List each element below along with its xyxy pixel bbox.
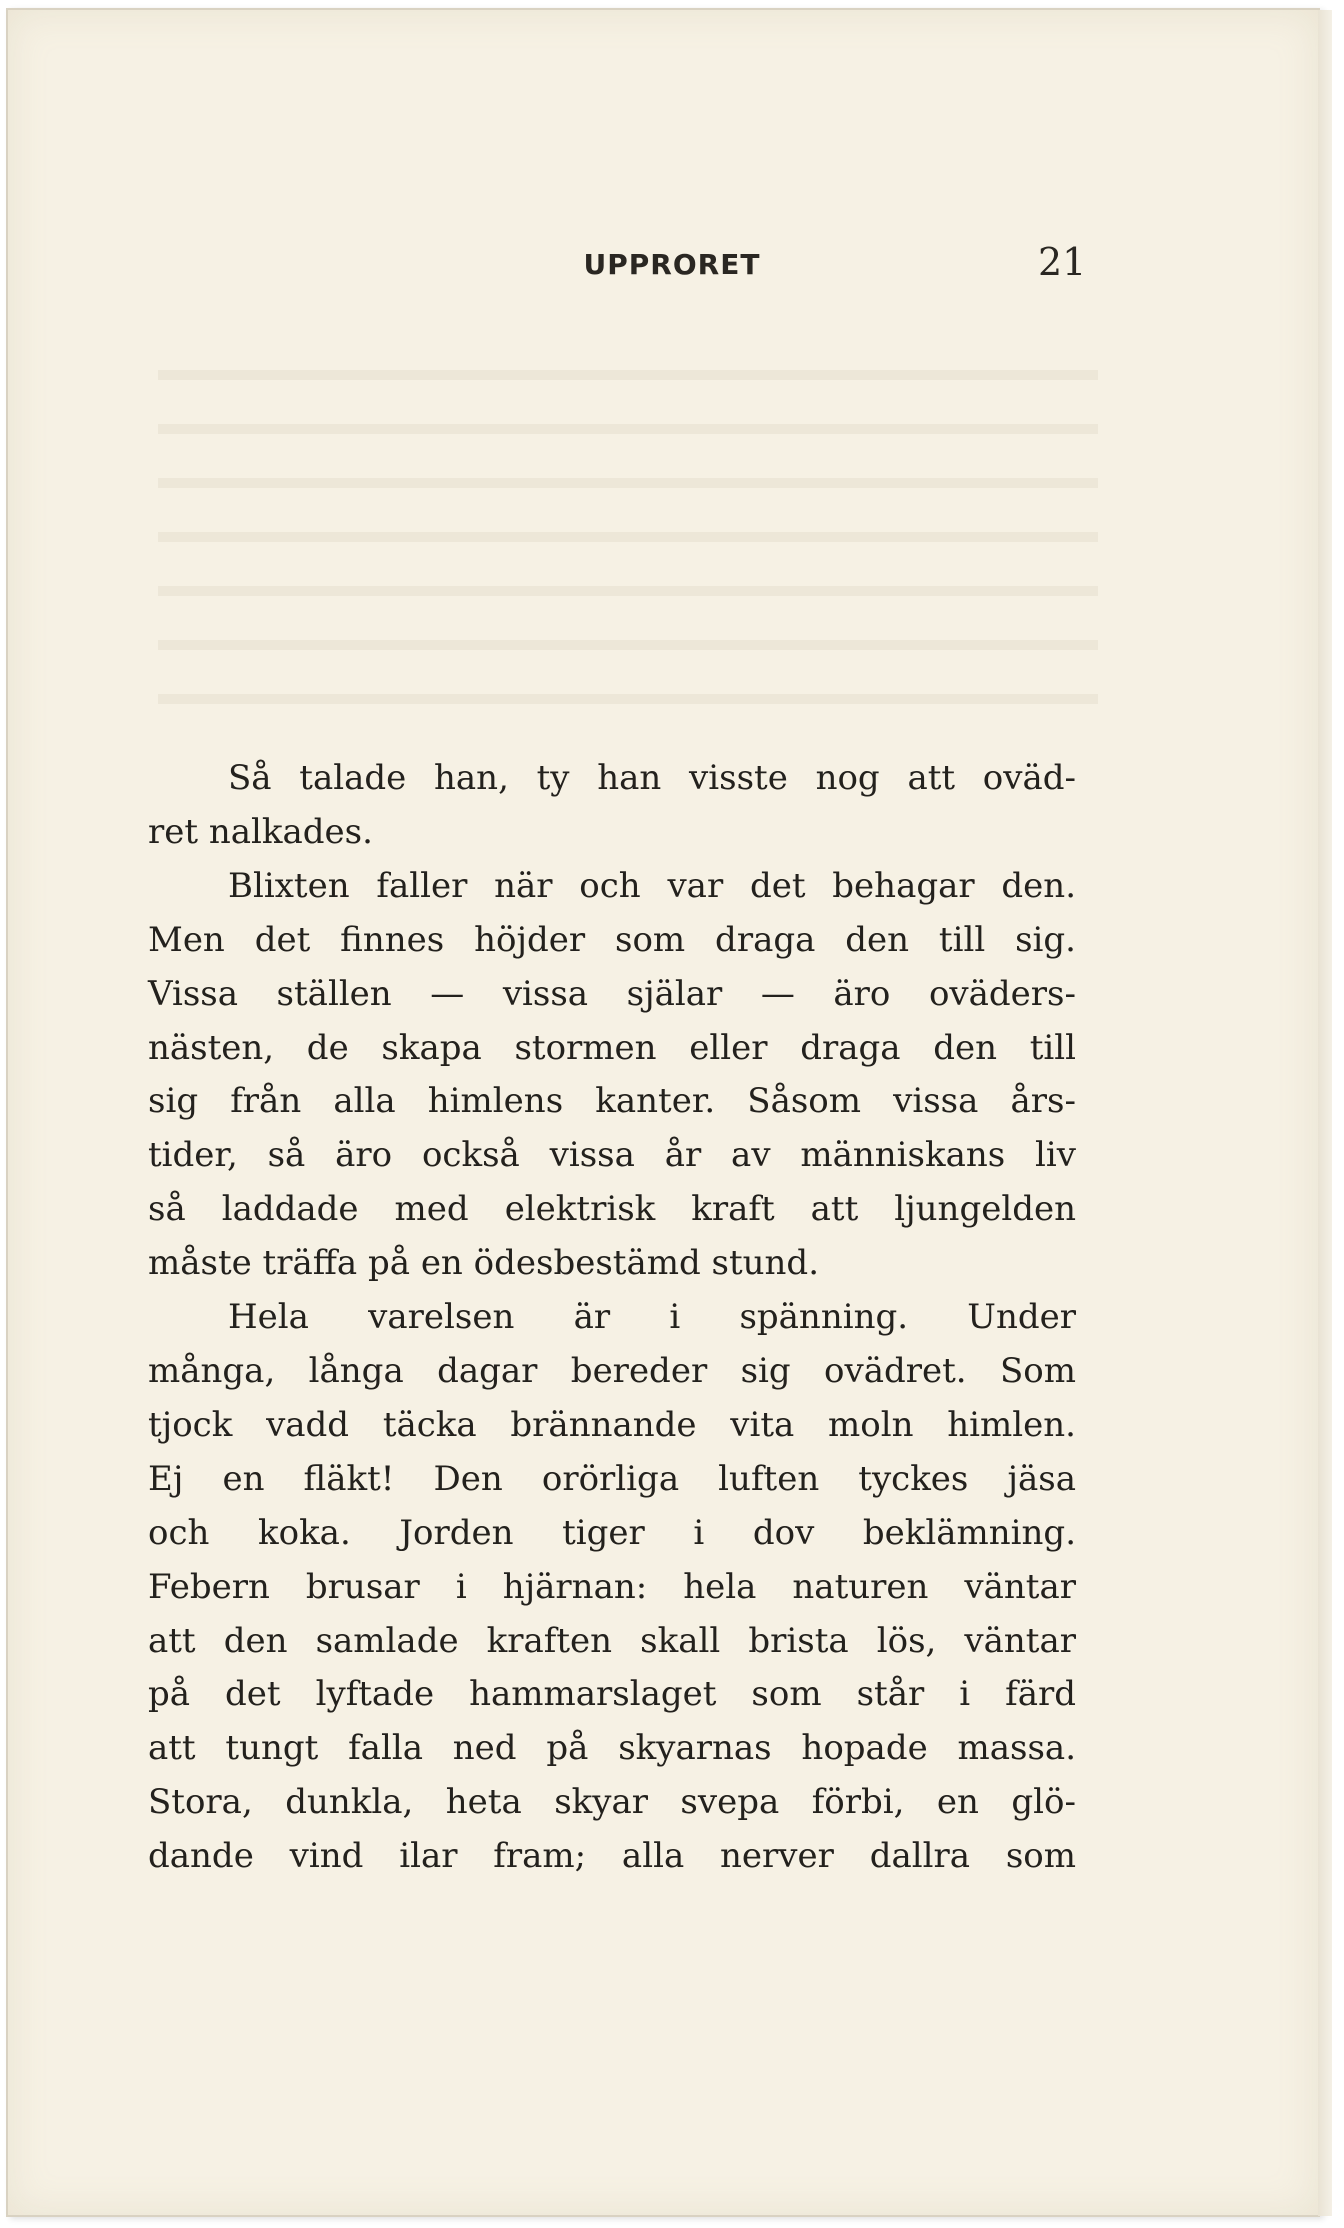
text-line: många, långa dagar bereder sig ovädret. Som <box>148 1350 1076 1391</box>
text-line: Vissa ställen — vissa själar — äro oväders- <box>148 973 1076 1014</box>
text-line: sig från alla himlens kanter. Såsom vissa års- <box>148 1081 1076 1122</box>
bleed-through-texture <box>158 340 1098 730</box>
text-line: på det lyftade hammarslaget som står i färd <box>148 1674 1076 1715</box>
text-line: Ej en fläkt! Den orörliga luften tyckes jäsa <box>148 1458 1076 1499</box>
text-line: Så talade han, ty han visste nog att oväd- <box>228 758 1076 798</box>
text-line: Febern brusar i hjärnan: hela naturen väntar <box>148 1566 1076 1607</box>
text-line: måste träffa på en ödesbestämd stund. <box>148 1243 820 1284</box>
text-line: dande vind ilar fram; alla nerver dallra som <box>148 1836 1076 1877</box>
text-line: tjock vadd täcka brännande vita moln himlen. <box>148 1404 1076 1445</box>
page-number: 21 <box>1038 240 1087 284</box>
text-line: Stora, dunkla, heta skyar svepa förbi, en glö- <box>148 1782 1076 1823</box>
text-line: ret nalkades. <box>148 811 373 852</box>
text-line: så laddade med elektrisk kraft att ljungelden <box>148 1189 1076 1230</box>
running-header-title: UPPRORET <box>583 248 761 281</box>
body-text <box>148 752 1076 1884</box>
text-line: att tungt falla ned på skyarnas hopade massa. <box>148 1728 1076 1769</box>
text-line: Blixten faller när och var det behagar den. <box>228 865 1076 906</box>
text-line: att den samlade kraften skall brista lös, väntar <box>148 1620 1076 1661</box>
text-line: Hela varelsen är i spänning. Under <box>228 1297 1076 1338</box>
text-line: tider, så äro också vissa år av människans liv <box>148 1135 1076 1176</box>
page-edge <box>1318 10 1332 2216</box>
text-line: och koka. Jorden tiger i dov beklämning. <box>148 1512 1076 1553</box>
text-line: Men det finnes höjder som draga den till sig. <box>148 919 1076 960</box>
text-line: nästen, de skapa stormen eller draga den till <box>148 1027 1076 1068</box>
